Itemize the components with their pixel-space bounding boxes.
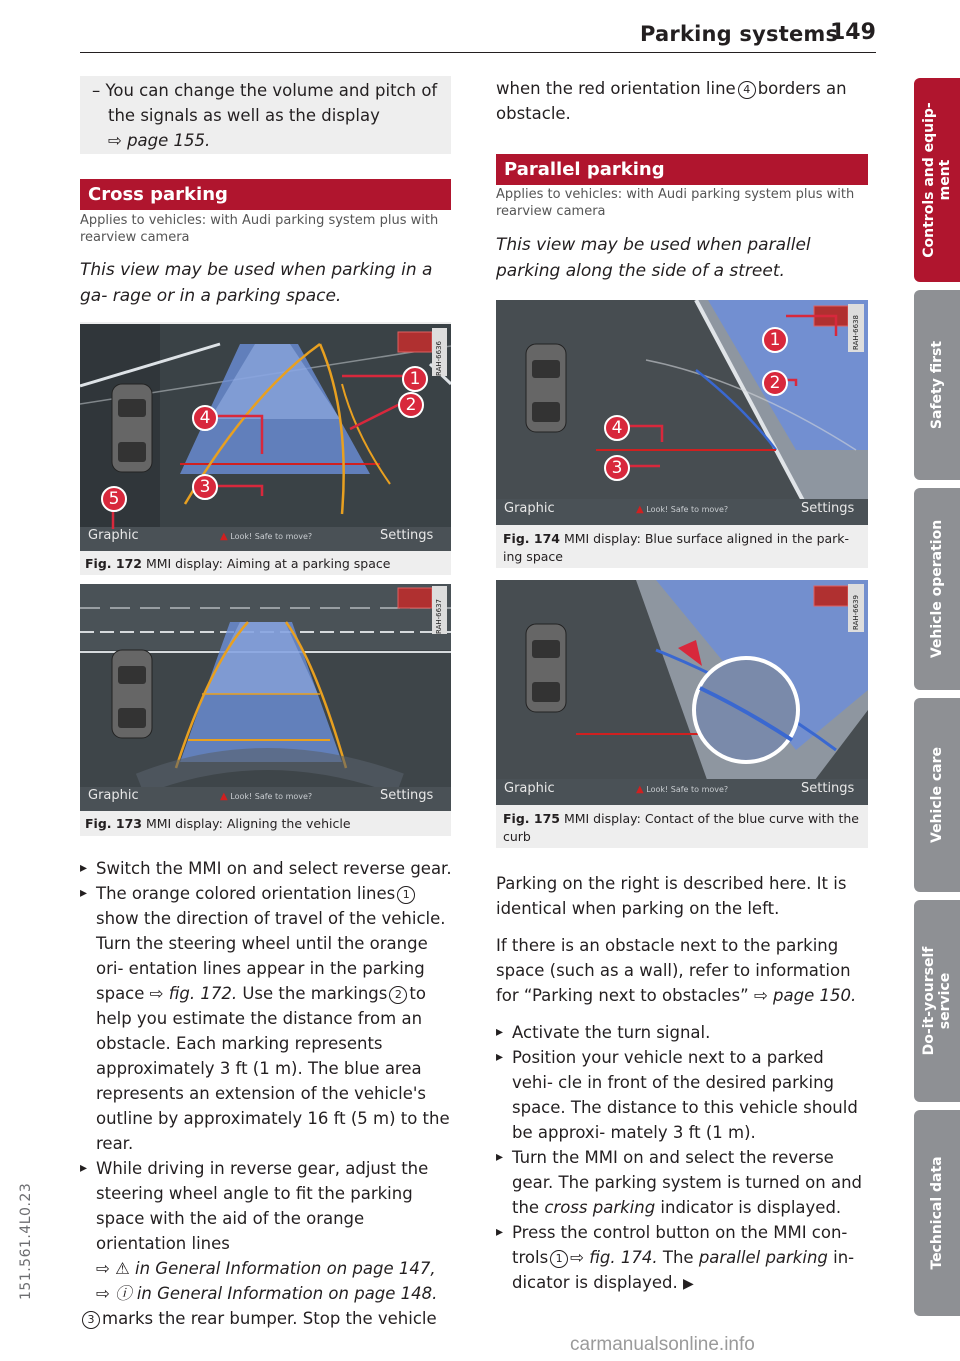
figure-number: Fig. 172 xyxy=(85,556,142,571)
figure-link[interactable]: ⇨ fig. 172. xyxy=(149,984,238,1003)
side-tab-technical-data[interactable] xyxy=(914,1110,960,1316)
callout-2: 2 xyxy=(762,370,788,396)
step-text: Press the control button on the MMI con- trols xyxy=(512,1223,848,1267)
figure-caption xyxy=(503,530,863,566)
cross-parking-intro: This view may be used when parking in a ga- rage or in a parking space. xyxy=(80,260,433,306)
callout-ref-1: 1 xyxy=(550,1250,568,1268)
side-tab-label: Vehicle operation xyxy=(929,519,945,659)
callout-2: 2 xyxy=(398,392,424,418)
figure-number: Fig. 175 xyxy=(503,811,560,826)
figure-number: Fig. 174 xyxy=(503,531,560,546)
callout-layer xyxy=(496,300,868,525)
side-tab-safety[interactable] xyxy=(914,290,960,480)
image-code: RAH-6639 xyxy=(852,595,860,630)
screen-warning xyxy=(636,784,728,795)
side-tab-controls[interactable] xyxy=(914,78,960,282)
step-text: indicator is displayed. xyxy=(660,1198,842,1217)
screen-graphic-label: Graphic xyxy=(504,781,555,796)
rearview-graphic xyxy=(80,584,451,811)
step-text: Position your vehicle next to a parked vehi- cle in front of the desired parking space. The distance to this vehicle should be approxi- mately 3 ft (1 m). xyxy=(512,1048,858,1142)
image-code: RAH-6636 xyxy=(435,341,443,376)
step-text: in- dicator is displayed. xyxy=(512,1248,855,1292)
screen-settings-label: Settings xyxy=(801,781,855,796)
warning-icon: ▲ xyxy=(220,791,228,802)
step-text: Activate the turn signal. xyxy=(512,1023,711,1042)
continuation-text xyxy=(80,1306,452,1331)
note-link[interactable]: ⇨ ⓘ in General Information on page 148. xyxy=(96,1284,438,1303)
note-box xyxy=(80,76,451,154)
figure-link[interactable]: ⇨ fig. 174. xyxy=(570,1248,658,1267)
figure-caption xyxy=(85,815,351,833)
instruction-step xyxy=(496,1045,868,1145)
figure-caption-text: MMI display: Aiming at a parking space xyxy=(145,556,391,571)
note-line-2: the signals as well as the display xyxy=(108,106,380,125)
side-tab-label: Vehicle care xyxy=(929,747,945,843)
step-text: Turn the MMI on and select the reverse gear. The parking system is turned on and the xyxy=(512,1148,863,1217)
section-heading-cross-parking: Cross parking xyxy=(80,179,451,210)
applies-to-text: Applies to vehicles: with Audi parking system plus with rearview camera xyxy=(80,213,439,245)
callout-ref-2: 2 xyxy=(389,986,407,1004)
figure-caption xyxy=(503,810,863,846)
warning-link[interactable]: ⇨ ⚠ in General Information on page 147, xyxy=(96,1259,436,1278)
figure-172 xyxy=(80,322,451,575)
screen-graphic-label: Graphic xyxy=(504,501,555,516)
callout-4: 4 xyxy=(604,415,630,441)
body-text: when the red orientation line xyxy=(496,79,736,98)
step-text: marks the rear bumper. Stop the vehicle xyxy=(102,1309,437,1328)
callout-3: 3 xyxy=(604,455,630,481)
image-code: RAH-6637 xyxy=(435,599,443,634)
step-text: show the direction of travel of the vehicle. Turn the steering wheel until the orange ori- entation lines appear in the parking space xyxy=(96,909,446,1003)
figure-175 xyxy=(496,580,868,848)
image-code: RAH-6638 xyxy=(852,315,860,350)
step-text: Switch the MMI on and select reverse gear. xyxy=(96,859,452,878)
instruction-step xyxy=(80,1156,452,1306)
screen-graphic-label: Graphic xyxy=(88,528,139,543)
instruction-step xyxy=(496,1220,868,1297)
note-text xyxy=(80,76,451,153)
mmi-screen-172 xyxy=(80,324,451,551)
callout-1: 1 xyxy=(762,327,788,353)
callout-1: 1 xyxy=(402,366,428,392)
watermark: carmanualsonline.info xyxy=(570,1334,755,1355)
parallel-parking-intro: This view may be used when parallel parking along the side of a street. xyxy=(496,235,811,281)
warning-icon: ▲ xyxy=(220,531,228,542)
side-tab-label: Technical data xyxy=(929,1156,945,1270)
figure-caption-text: MMI display: Blue surface aligned in the park- ing space xyxy=(503,531,850,564)
continuation-paragraph xyxy=(496,76,868,126)
paragraph xyxy=(496,933,868,1008)
side-tab-label: Do-it-yourself service xyxy=(921,946,953,1056)
screen-warning-text: Look! Safe to move? xyxy=(230,792,313,801)
warning-icon: ▲ xyxy=(636,504,644,515)
step-text: Use the markings xyxy=(242,984,388,1003)
mmi-screen-174 xyxy=(496,300,868,525)
figure-174 xyxy=(496,300,868,568)
running-header-title: Parking systems xyxy=(640,22,839,46)
callout-layer xyxy=(80,324,451,551)
left-body-text xyxy=(80,856,452,1331)
callout-5: 5 xyxy=(101,486,127,512)
note-page-link[interactable]: ⇨ page 155. xyxy=(108,131,211,150)
instruction-step xyxy=(80,881,452,1156)
emphasis: cross parking xyxy=(544,1198,656,1217)
step-text: The orange colored orientation lines xyxy=(96,884,396,903)
screen-settings-label: Settings xyxy=(801,501,855,516)
continue-arrow-icon: ▶ xyxy=(682,1276,694,1292)
step-text: While driving in reverse gear, adjust the steering wheel angle to fit the parking space with the aid of the orange orientation lines xyxy=(96,1159,429,1253)
instruction-step xyxy=(80,856,452,881)
callout-ref-4: 4 xyxy=(738,81,756,99)
figure-caption xyxy=(85,555,390,573)
right-body-text xyxy=(496,871,868,1297)
body-text: borders an obstacle. xyxy=(496,79,847,123)
callout-ref-1: 1 xyxy=(397,886,415,904)
figure-173 xyxy=(80,584,451,836)
warning-icon: ▲ xyxy=(636,784,644,795)
figure-number: Fig. 173 xyxy=(85,816,142,831)
figure-caption-text: MMI display: Contact of the blue curve with the curb xyxy=(503,811,859,844)
side-tab-vehicle-care[interactable] xyxy=(914,698,960,892)
screen-warning-text: Look! Safe to move? xyxy=(646,785,729,794)
side-tab-vehicle-operation[interactable] xyxy=(914,488,960,690)
applies-to-text: Applies to vehicles: with Audi parking system plus with rearview camera xyxy=(496,187,855,219)
header-rule xyxy=(80,52,876,53)
side-tab-label: Safety first xyxy=(929,340,945,430)
screen-warning-text: Look! Safe to move? xyxy=(646,505,729,514)
section-heading-parallel-parking: Parallel parking xyxy=(496,154,868,185)
screen-warning xyxy=(220,791,312,802)
screen-graphic-label: Graphic xyxy=(88,788,139,803)
emphasis: parallel parking xyxy=(698,1248,828,1267)
screen-settings-label: Settings xyxy=(380,788,434,803)
figure-caption-text: MMI display: Aligning the vehicle xyxy=(145,816,351,831)
callout-3: 3 xyxy=(192,474,218,500)
side-tab-label: Controls and equip- ment xyxy=(921,102,953,258)
page-number: 149 xyxy=(830,20,876,45)
body-text: If there is an obstacle next to the parking space (such as a wall), refer to information for “Parking next to obstacles” xyxy=(496,936,851,1005)
document-code: 151.561.4L0.23 xyxy=(18,1182,34,1300)
page-link[interactable]: ⇨ page 150. xyxy=(753,986,857,1005)
mmi-screen-175 xyxy=(496,580,868,805)
step-text: to help you estimate the distance from an obstacle. Each marking represents approximately 3 ft (1 m). The blue area represents an extension of the vehicle's outline by approximately 16 ft (5 m) to the rear. xyxy=(96,984,450,1153)
screen-settings-label: Settings xyxy=(380,528,434,543)
note-line-1: – You can change the volume and pitch of xyxy=(92,81,438,100)
rearview-graphic xyxy=(496,580,868,805)
screen-warning-text: Look! Safe to move? xyxy=(230,532,313,541)
callout-4: 4 xyxy=(192,405,218,431)
mmi-screen-173 xyxy=(80,584,451,811)
paragraph: Parking on the right is described here. It is identical when parking on the left. xyxy=(496,874,847,918)
side-tab-diy-service[interactable] xyxy=(914,900,960,1102)
callout-ref-3: 3 xyxy=(82,1311,100,1329)
instruction-step xyxy=(496,1020,868,1045)
instruction-step xyxy=(496,1145,868,1220)
step-text: The xyxy=(662,1248,694,1267)
